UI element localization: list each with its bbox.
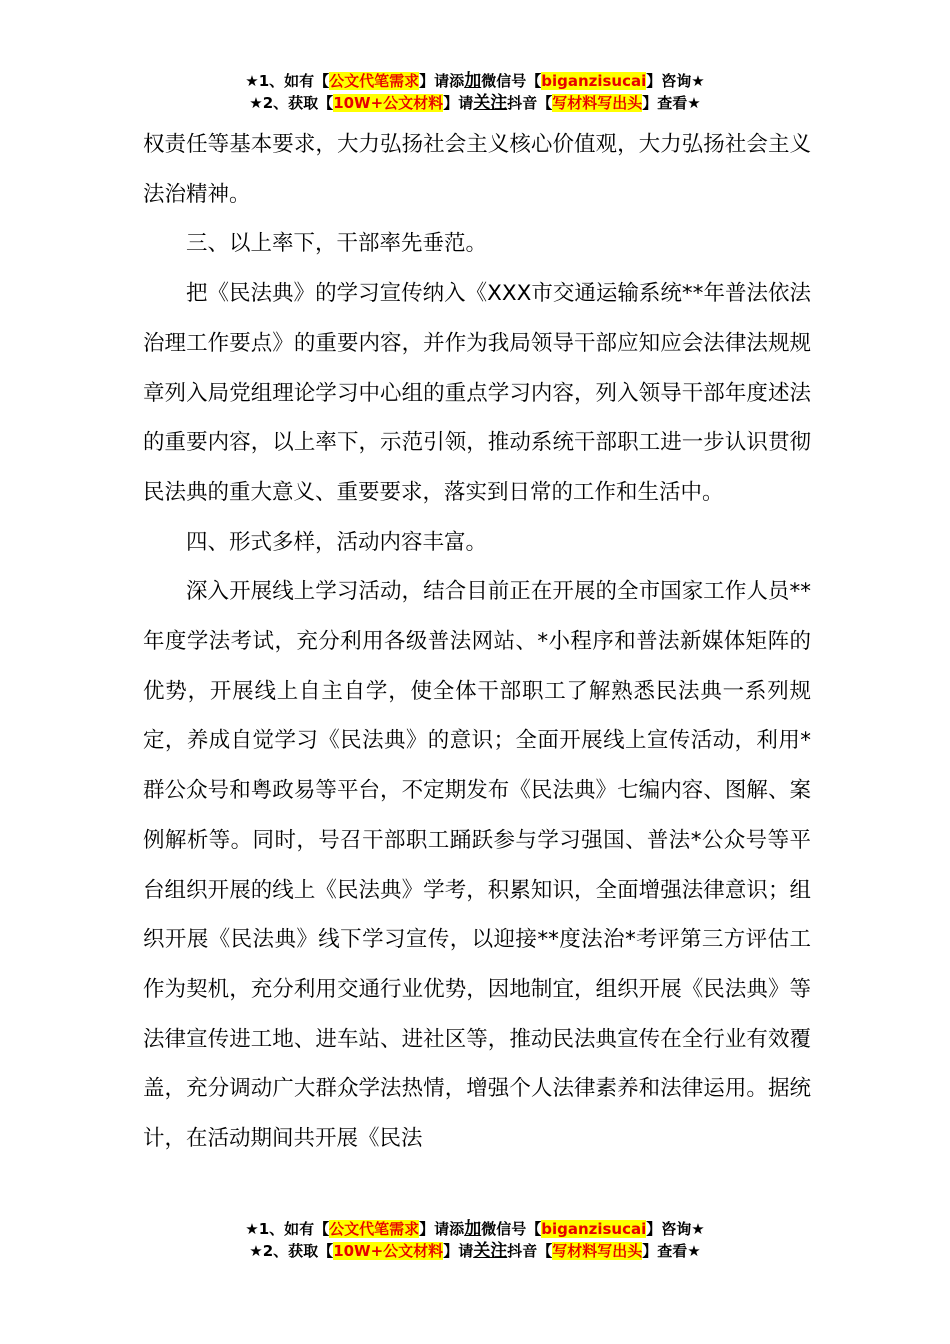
promo-1-wechat: biganzisucai — [541, 1220, 647, 1238]
promo-1-mid1: 】请添 — [419, 72, 465, 90]
paragraph-leadership: 把《民法典》的学习宣传纳入《XXX市交通运输系统**年普法依法治理工作要点》的重要内容，并作为我局领导干部应知应会法律法规规章列入局党组理论学习中心组的重点学习内容，列入领导干部年度述法的重要内容，以上率下，示范引领，推动系统干部职工进一步认识贯彻民法典的重大意义、重要要求，落实到日常的工作和生活中。 — [143, 281, 811, 505]
promo-2-emph: 关注 — [473, 1241, 508, 1261]
promo-1-lead: ★1、如有【 — [245, 1220, 330, 1238]
promo-1-emph: 加 — [464, 1219, 482, 1239]
bottom-promo-banner — [0, 1218, 950, 1262]
promo-2-tail: 】查看★ — [642, 1242, 701, 1260]
document-body — [143, 120, 811, 1164]
promo-2-lead: ★2、获取【 — [249, 1242, 334, 1260]
promo-1-emph: 加 — [464, 71, 482, 91]
promo-line-2 — [0, 92, 950, 114]
promo-2-mid1: 】请 — [443, 94, 474, 112]
section-heading-4: 四、形式多样，活动内容丰富。 — [186, 529, 488, 555]
promo-1-mid2: 微信号【 — [481, 72, 542, 90]
promo-1-tail: 】咨询★ — [646, 72, 705, 90]
promo-2-tail: 】查看★ — [642, 94, 701, 112]
promo-2-mid1: 】请 — [443, 1242, 474, 1260]
promo-1-tag: 公文代笔需求 — [329, 72, 420, 90]
promo-1-mid1: 】请添 — [419, 1220, 465, 1238]
paragraph-activities: 深入开展线上学习活动，结合目前正在开展的全市国家工作人员**年度学法考试，充分利用各级普法网站、*小程序和普法新媒体矩阵的优势，开展线上自主自学，使全体干部职工了解熟悉民法典一系列规定，养成自觉学习《民法典》的意识；全面开展线上宣传活动，利用*群公众号和粤政易等平台，不定期发布《民法典》七编内容、图解、案例解析等。同时，号召干部职工踊跃参与学习强国、普法*公众号等平台组织开展的线上《民法典》学考，积累知识，全面增强法律意识；组织开展《民法典》线下学习宣传，以迎接**度法治*考评第三方评估工作为契机，充分利用交通行业优势，因地制宜，组织开展《民法典》等法律宣传进工地、进车站、进社区等，推动民法典宣传在全行业有效覆盖，充分调动广大群众学法热情，增强个人法律素养和法律运用。据统计，在活动期间共开展《民法 — [143, 579, 811, 1152]
promo-line-1 — [0, 70, 950, 92]
promo-2-account: 写材料写出头 — [552, 1242, 643, 1260]
promo-2-tag: 10W+公文材料 — [333, 94, 444, 112]
top-promo-banner — [0, 70, 950, 114]
promo-1-tail: 】咨询★ — [646, 1220, 705, 1238]
promo-1-lead: ★1、如有【 — [245, 72, 330, 90]
paragraph-continuation: 权责任等基本要求，大力弘扬社会主义核心价值观，大力弘扬社会主义法治精神。 — [143, 132, 811, 207]
promo-line-1 — [0, 1218, 950, 1240]
promo-1-mid2: 微信号【 — [481, 1220, 542, 1238]
promo-2-mid2: 抖音【 — [507, 1242, 553, 1260]
promo-2-emph: 关注 — [473, 93, 508, 113]
promo-1-tag: 公文代笔需求 — [329, 1220, 420, 1238]
promo-1-wechat: biganzisucai — [541, 72, 647, 90]
section-heading-3: 三、以上率下，干部率先垂范。 — [186, 231, 488, 257]
promo-2-account: 写材料写出头 — [552, 94, 643, 112]
promo-2-tag: 10W+公文材料 — [333, 1242, 444, 1260]
promo-2-mid2: 抖音【 — [507, 94, 553, 112]
promo-line-2 — [0, 1240, 950, 1262]
promo-2-lead: ★2、获取【 — [249, 94, 334, 112]
